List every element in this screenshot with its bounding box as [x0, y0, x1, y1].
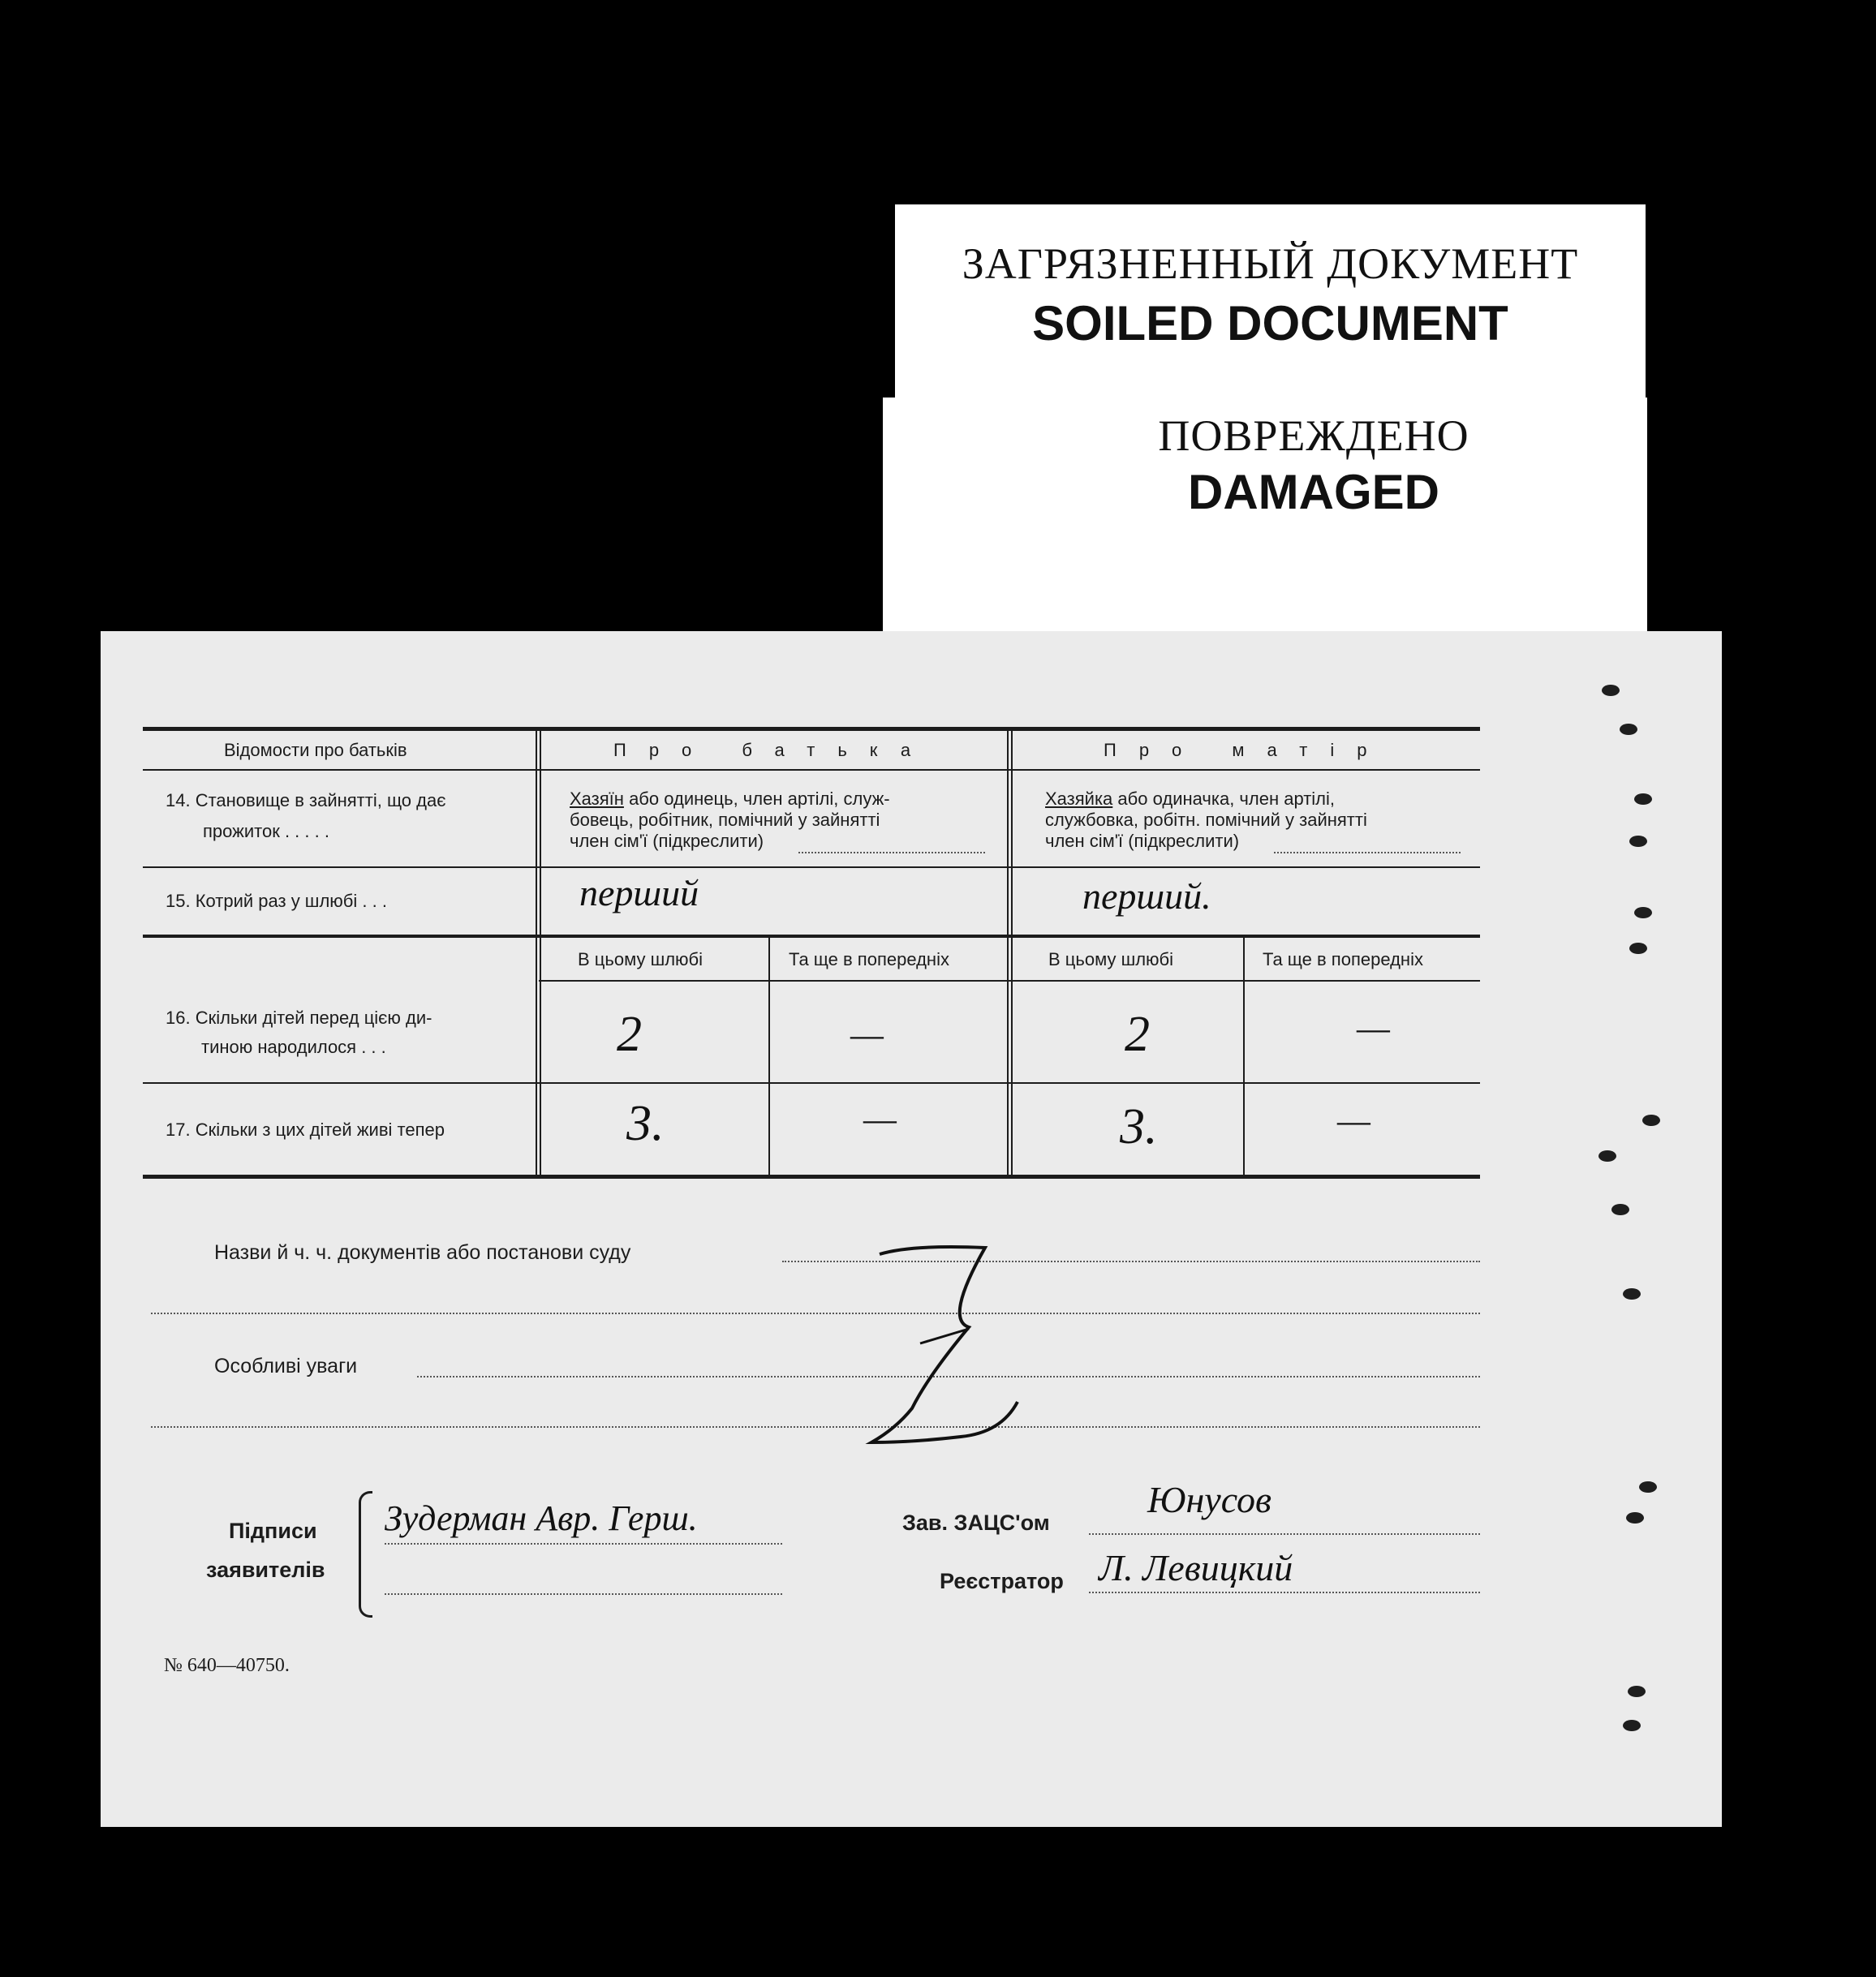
row14-mother-line1: Хазяйка або одиначка, член артілі,: [1045, 789, 1335, 809]
binding-hole: [1634, 793, 1652, 805]
soiled-document-card: [895, 204, 1646, 399]
column-divider-father-sub: [768, 938, 770, 1176]
registration-form-sheet: [101, 631, 1722, 1827]
row14-mother-dots: [1274, 852, 1461, 853]
applicants-brace: [359, 1491, 372, 1618]
row16-mother-this-value: 2: [1125, 1007, 1150, 1062]
header-bottom-rule: [143, 769, 1480, 771]
binding-hole: [1623, 1720, 1641, 1731]
z-crossout-mark: [863, 1230, 1107, 1457]
row14-father-line3: член сім'ї (підкреслити): [570, 831, 764, 851]
damaged-english-label: DAMAGED: [1188, 465, 1439, 519]
zags-head-dotted-line: [1089, 1533, 1480, 1535]
row16-father-prev-value: —: [850, 1013, 884, 1055]
row16-label-line2: тиною народилося . . .: [201, 1037, 386, 1057]
row15-label: 15. Котрий раз у шлюбі . . .: [166, 891, 387, 911]
zags-head-signature: Юнусов: [1147, 1479, 1271, 1520]
form-number: № 640—40750.: [164, 1655, 290, 1676]
row15-father-handwriting: перший: [579, 872, 699, 913]
header-father: Про батька: [613, 740, 934, 760]
column-divider-mother-sub: [1243, 938, 1245, 1176]
mother-underlined-option: Хазяйка: [1045, 789, 1113, 809]
applicants-dotted-line-2: [385, 1593, 782, 1595]
registrar-signature: Л. Левицкий: [1099, 1547, 1293, 1588]
father-underlined-option: Хазяїн: [570, 789, 624, 809]
row16-label-line1: 16. Скільки дітей перед цією ди-: [166, 1008, 432, 1028]
applicants-dotted-line-1: [385, 1543, 782, 1545]
row14-father-line1: Хазяїн або одинець, член артілі, служ-: [570, 789, 890, 809]
column-divider-2: [1007, 730, 1009, 1176]
applicants-label-1: Підписи: [229, 1519, 317, 1543]
row14-mother-line3: член сім'ї (підкреслити): [1045, 831, 1240, 851]
registrar-dotted-line: [1089, 1592, 1480, 1593]
binding-hole: [1639, 1481, 1657, 1493]
binding-hole: [1634, 907, 1652, 918]
damaged-russian-label: ПОВРЕЖДЕНО: [1158, 411, 1469, 460]
header-mother: Про матір: [1104, 740, 1390, 760]
binding-hole: [1628, 1686, 1646, 1697]
zags-head-label: Зав. ЗАЦС'ом: [902, 1511, 1050, 1535]
remarks-dotted-line-2: [151, 1426, 1480, 1428]
applicants-label-2: заявителів: [206, 1558, 325, 1582]
row14-bottom-rule: [143, 866, 1480, 868]
soiled-russian-label: ЗАГРЯЗНЕННЫЙ ДОКУМЕНТ: [962, 239, 1579, 288]
row17-mother-this-value: 3.: [1120, 1099, 1158, 1154]
row17-father-prev-value: —: [863, 1098, 897, 1139]
documents-label: Назви й ч. ч. документів або постанови суду: [214, 1241, 631, 1264]
column-divider-2b: [1011, 730, 1013, 1176]
damaged-document-card: [883, 398, 1647, 641]
documents-dotted-line-2: [151, 1313, 1480, 1314]
row17-father-this-value: 3.: [626, 1096, 665, 1151]
row16-mother-prev-value: —: [1357, 1007, 1390, 1048]
binding-hole: [1602, 685, 1620, 696]
subheader-father-previous: Та ще в попередніх: [789, 949, 949, 969]
table-top-rule: [143, 727, 1480, 731]
remarks-label: Особливі уваги: [214, 1355, 358, 1377]
row14-label-line2: прожиток . . . . .: [203, 821, 329, 841]
binding-hole: [1611, 1204, 1629, 1215]
binding-hole: [1598, 1150, 1616, 1162]
applicants-signature: Зудерман Авр. Герш.: [385, 1498, 698, 1538]
subheader-mother-this: В цьому шлюбі: [1048, 949, 1174, 969]
binding-hole: [1629, 943, 1647, 954]
soiled-english-label: SOILED DOCUMENT: [1032, 296, 1508, 350]
row14-label-line1: 14. Становище в зайнятті, що дає: [166, 790, 446, 810]
binding-hole: [1620, 724, 1637, 735]
header-parents-info: Відомости про батьків: [224, 740, 407, 760]
subheader-mother-previous: Та ще в попередніх: [1263, 949, 1423, 969]
binding-hole: [1626, 1512, 1644, 1524]
binding-hole: [1642, 1115, 1660, 1126]
row15-mother-handwriting: перший.: [1082, 875, 1211, 917]
subheader-bottom-rule: [539, 980, 1480, 982]
row16-bottom-rule: [143, 1082, 1480, 1084]
column-divider-1: [536, 730, 537, 1176]
registrar-label: Реєстратор: [940, 1569, 1064, 1593]
binding-hole: [1629, 836, 1647, 847]
table-bottom-rule: [143, 1175, 1480, 1179]
row14-mother-line2: службовка, робітн. помічний у зайнятті: [1045, 810, 1367, 830]
row17-mother-prev-value: —: [1337, 1099, 1370, 1141]
row14-father-dots: [798, 852, 985, 853]
binding-hole: [1623, 1288, 1641, 1300]
row15-bottom-rule: [143, 935, 1480, 938]
row14-father-line2: бовець, робітник, помічний у зайнятті: [570, 810, 880, 830]
column-divider-1b: [540, 730, 541, 1176]
row17-label: 17. Скільки з цих дітей живі тепер: [166, 1120, 445, 1140]
row16-father-this-value: 2: [617, 1007, 642, 1062]
subheader-father-this: В цьому шлюбі: [578, 949, 704, 969]
